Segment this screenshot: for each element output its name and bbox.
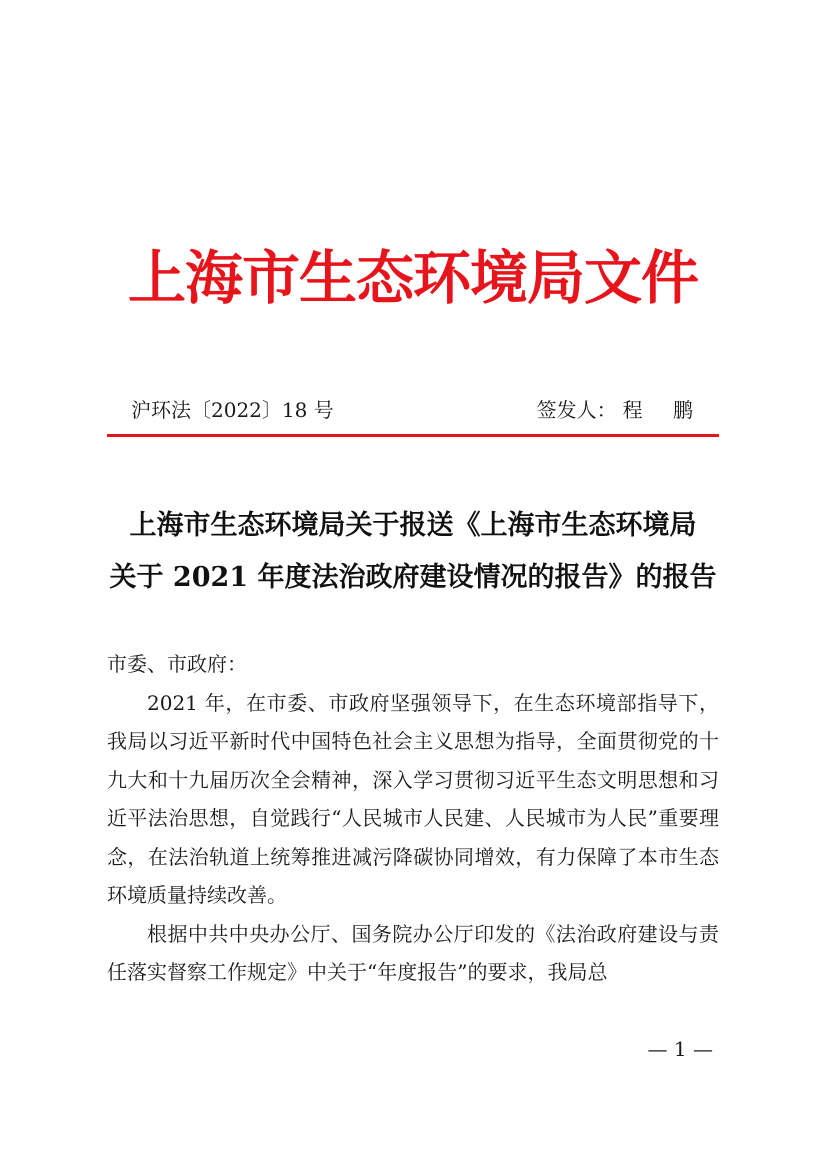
signer-name: 程 鹏 (622, 398, 705, 422)
red-divider-line (107, 434, 719, 437)
signer-block (537, 394, 705, 426)
report-title-line-2: 关于 2021 年度法治政府建设情况的报告》的报告 (109, 562, 717, 593)
paragraph-1: 2021 年，在市委、市政府坚强领导下，在生态环境部指导下，我局以习近平新时代中国特色社会主义思想为指导，全面贯彻党的十九大和十九届历次全会精神，深入学习贯彻习近平生态文明思想和习近平法治思想，自觉践行“人民城市人民建、人民城市为人民”重要理念，在法治轨道上统筹推进减污降碳协同增效，有力保障了本市生态环境质量持续改善。 (107, 690, 719, 907)
signer-label: 签发人： (536, 398, 617, 422)
page-number: — 1 — (647, 1037, 713, 1061)
document-body (107, 645, 719, 992)
document-meta-row (131, 394, 705, 426)
report-title-line-1: 上海市生态环境局关于报送《上海市生态环境局 (129, 510, 697, 541)
salutation: 市委、市政府： (107, 652, 247, 676)
report-title (100, 500, 726, 604)
paragraph-2: 根据中共中央办公厅、国务院办公厅印发的《法治政府建设与责任落实督察工作规定》中关于“年度报告”的要求，我局总 (107, 921, 719, 984)
document-number: 沪环法〔2022〕18 号 (131, 398, 334, 422)
document-header-title: 上海市生态环境局文件 (127, 244, 698, 312)
